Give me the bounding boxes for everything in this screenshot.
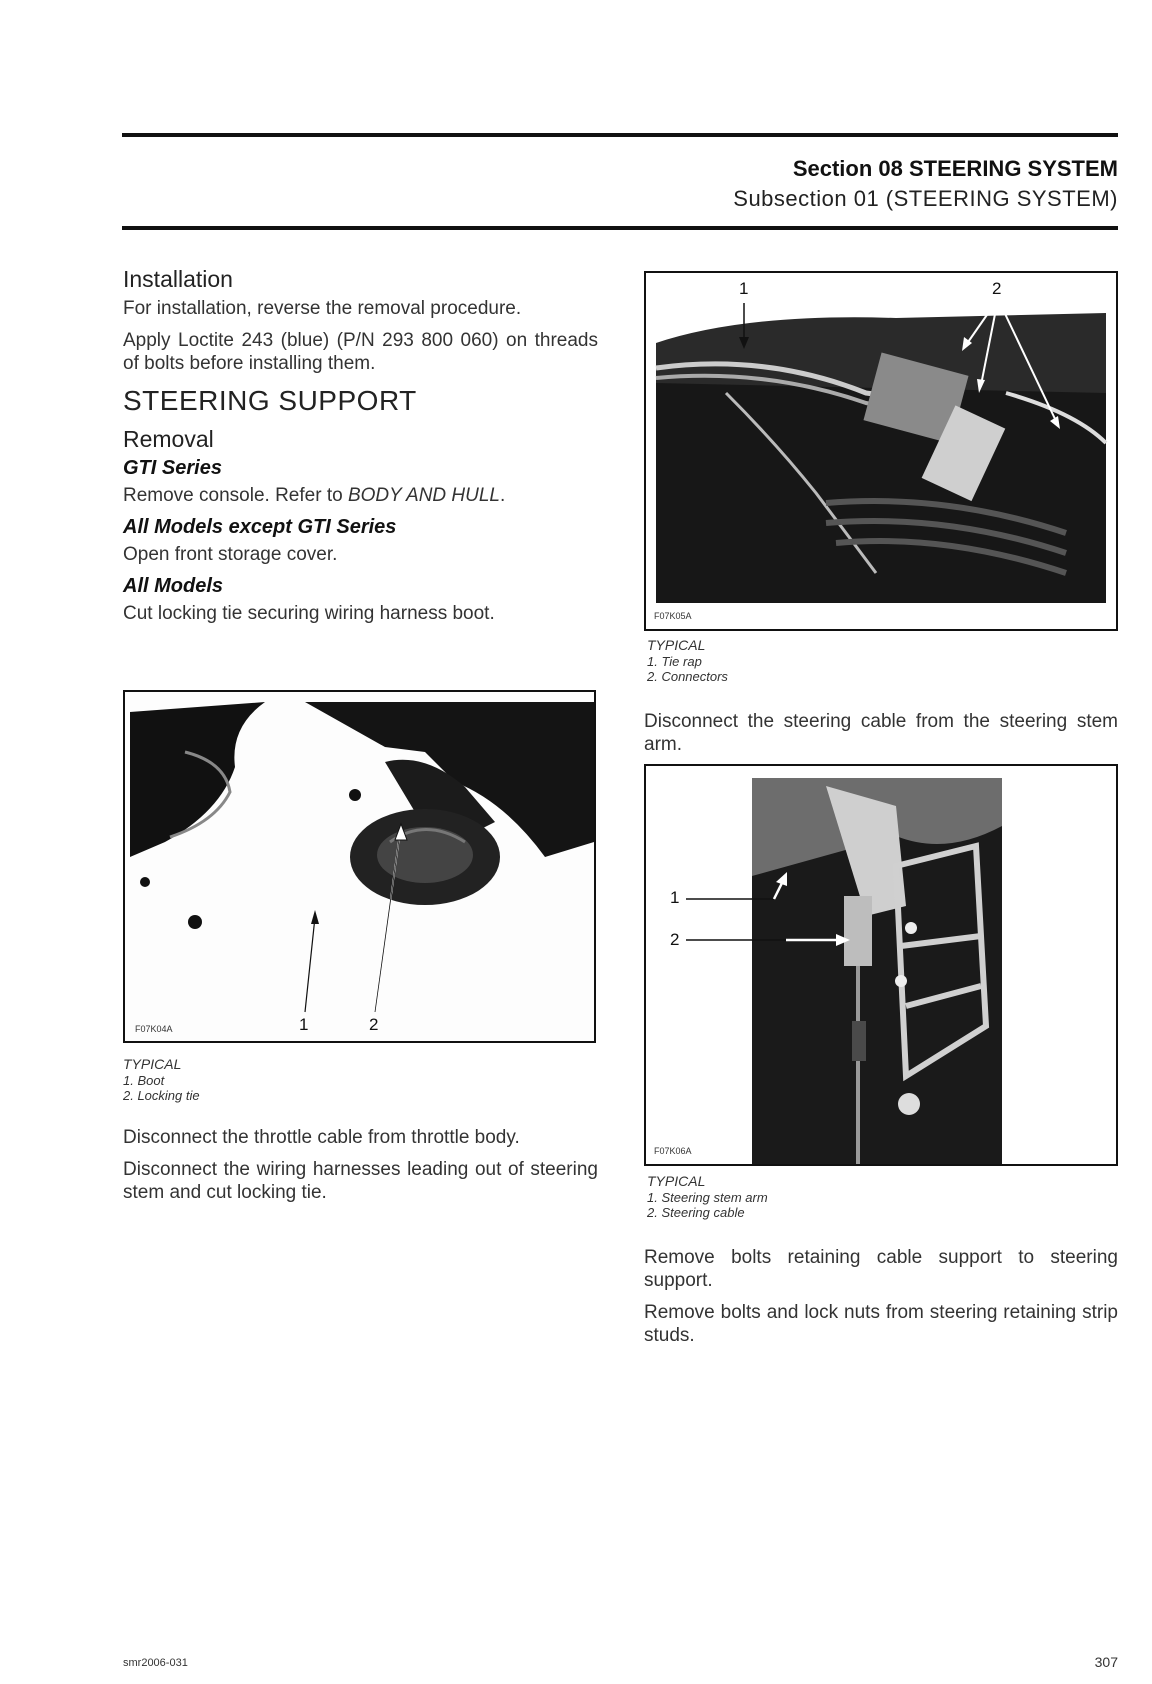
figure-code: F07K04A <box>135 1024 173 1034</box>
caption-item-2: 2. Steering cable <box>647 1205 745 1220</box>
caption-item-1: 1. Steering stem arm <box>647 1190 768 1205</box>
connectors-photo <box>646 273 1116 629</box>
figure-connectors <box>644 271 1118 631</box>
install-paragraph-2: Apply Loctite 243 (blue) (P/N 293 800 060) on threads of bolts before installing them. <box>123 330 598 374</box>
remove-cable-support-paragraph: Remove bolts retaining cable support to steering support. <box>644 1247 1118 1291</box>
gti-paragraph <box>123 484 598 507</box>
callout-1: 1 <box>739 279 749 298</box>
gti-series-heading: GTI Series <box>123 457 222 479</box>
disconnect-steering-paragraph: Disconnect the steering cable from the steering stem arm. <box>644 711 1118 755</box>
figure-boot-caption <box>123 1056 200 1103</box>
figure-steering-arm-caption <box>647 1173 768 1220</box>
subsection-title: Subsection 01 (STEERING SYSTEM) <box>733 186 1118 211</box>
footer-doc-id: smr2006-031 <box>123 1657 188 1669</box>
gti-end: . <box>500 485 506 506</box>
all-models-paragraph: Cut locking tie securing wiring harness boot. <box>123 603 495 624</box>
harness-paragraph: Disconnect the wiring harnesses leading out of steering stem and cut locking tie. <box>123 1159 598 1203</box>
caption-title: TYPICAL <box>123 1056 182 1072</box>
remove-bolts-paragraph: Remove bolts and lock nuts from steering retaining strip studs. <box>644 1302 1118 1346</box>
steering-arm-photo <box>646 766 1116 1164</box>
section-title: Section 08 STEERING SYSTEM <box>792 156 1118 181</box>
right-column-bottom <box>644 1246 1118 1356</box>
installation-heading: Installation <box>123 266 233 292</box>
body-and-hull-reference: BODY AND HULL <box>347 485 500 506</box>
callout-2: 2 <box>670 930 680 949</box>
right-column-top <box>644 710 1118 765</box>
caption-item-2: 2. Connectors <box>647 669 728 684</box>
callout-1: 1 <box>670 888 680 907</box>
all-models-heading: All Models <box>123 575 224 597</box>
gti-text: Remove console. Refer to <box>123 485 348 506</box>
left-column-bottom <box>123 1126 598 1213</box>
caption-item-2: 2. Locking tie <box>123 1088 200 1103</box>
header-bottom-rule <box>122 226 1118 230</box>
callout-2: 2 <box>992 279 1002 298</box>
caption-item-1: 1. Boot <box>123 1073 165 1088</box>
boot-photo <box>125 692 594 1041</box>
all-except-gti-heading: All Models except GTI Series <box>123 516 397 538</box>
left-column-top <box>123 268 598 634</box>
callout-1: 1 <box>299 1015 309 1034</box>
header-top-rule <box>122 133 1118 137</box>
throttle-paragraph: Disconnect the throttle cable from throttle body. <box>123 1127 520 1148</box>
except-paragraph: Open front storage cover. <box>123 544 338 565</box>
figure-boot-locking-tie <box>123 690 596 1043</box>
install-paragraph-1: For installation, reverse the removal procedure. <box>123 298 522 319</box>
figure-connectors-caption <box>647 637 728 684</box>
figure-code: F07K05A <box>654 611 692 621</box>
figure-code: F07K06A <box>654 1146 692 1156</box>
removal-heading: Removal <box>123 426 214 452</box>
figure-steering-arm <box>644 764 1118 1166</box>
caption-item-1: 1. Tie rap <box>647 654 702 669</box>
steering-support-heading: STEERING SUPPORT <box>123 385 417 416</box>
caption-title: TYPICAL <box>647 1173 706 1189</box>
page-number: 307 <box>1094 1654 1118 1670</box>
callout-2: 2 <box>369 1015 379 1034</box>
caption-title: TYPICAL <box>647 637 706 653</box>
